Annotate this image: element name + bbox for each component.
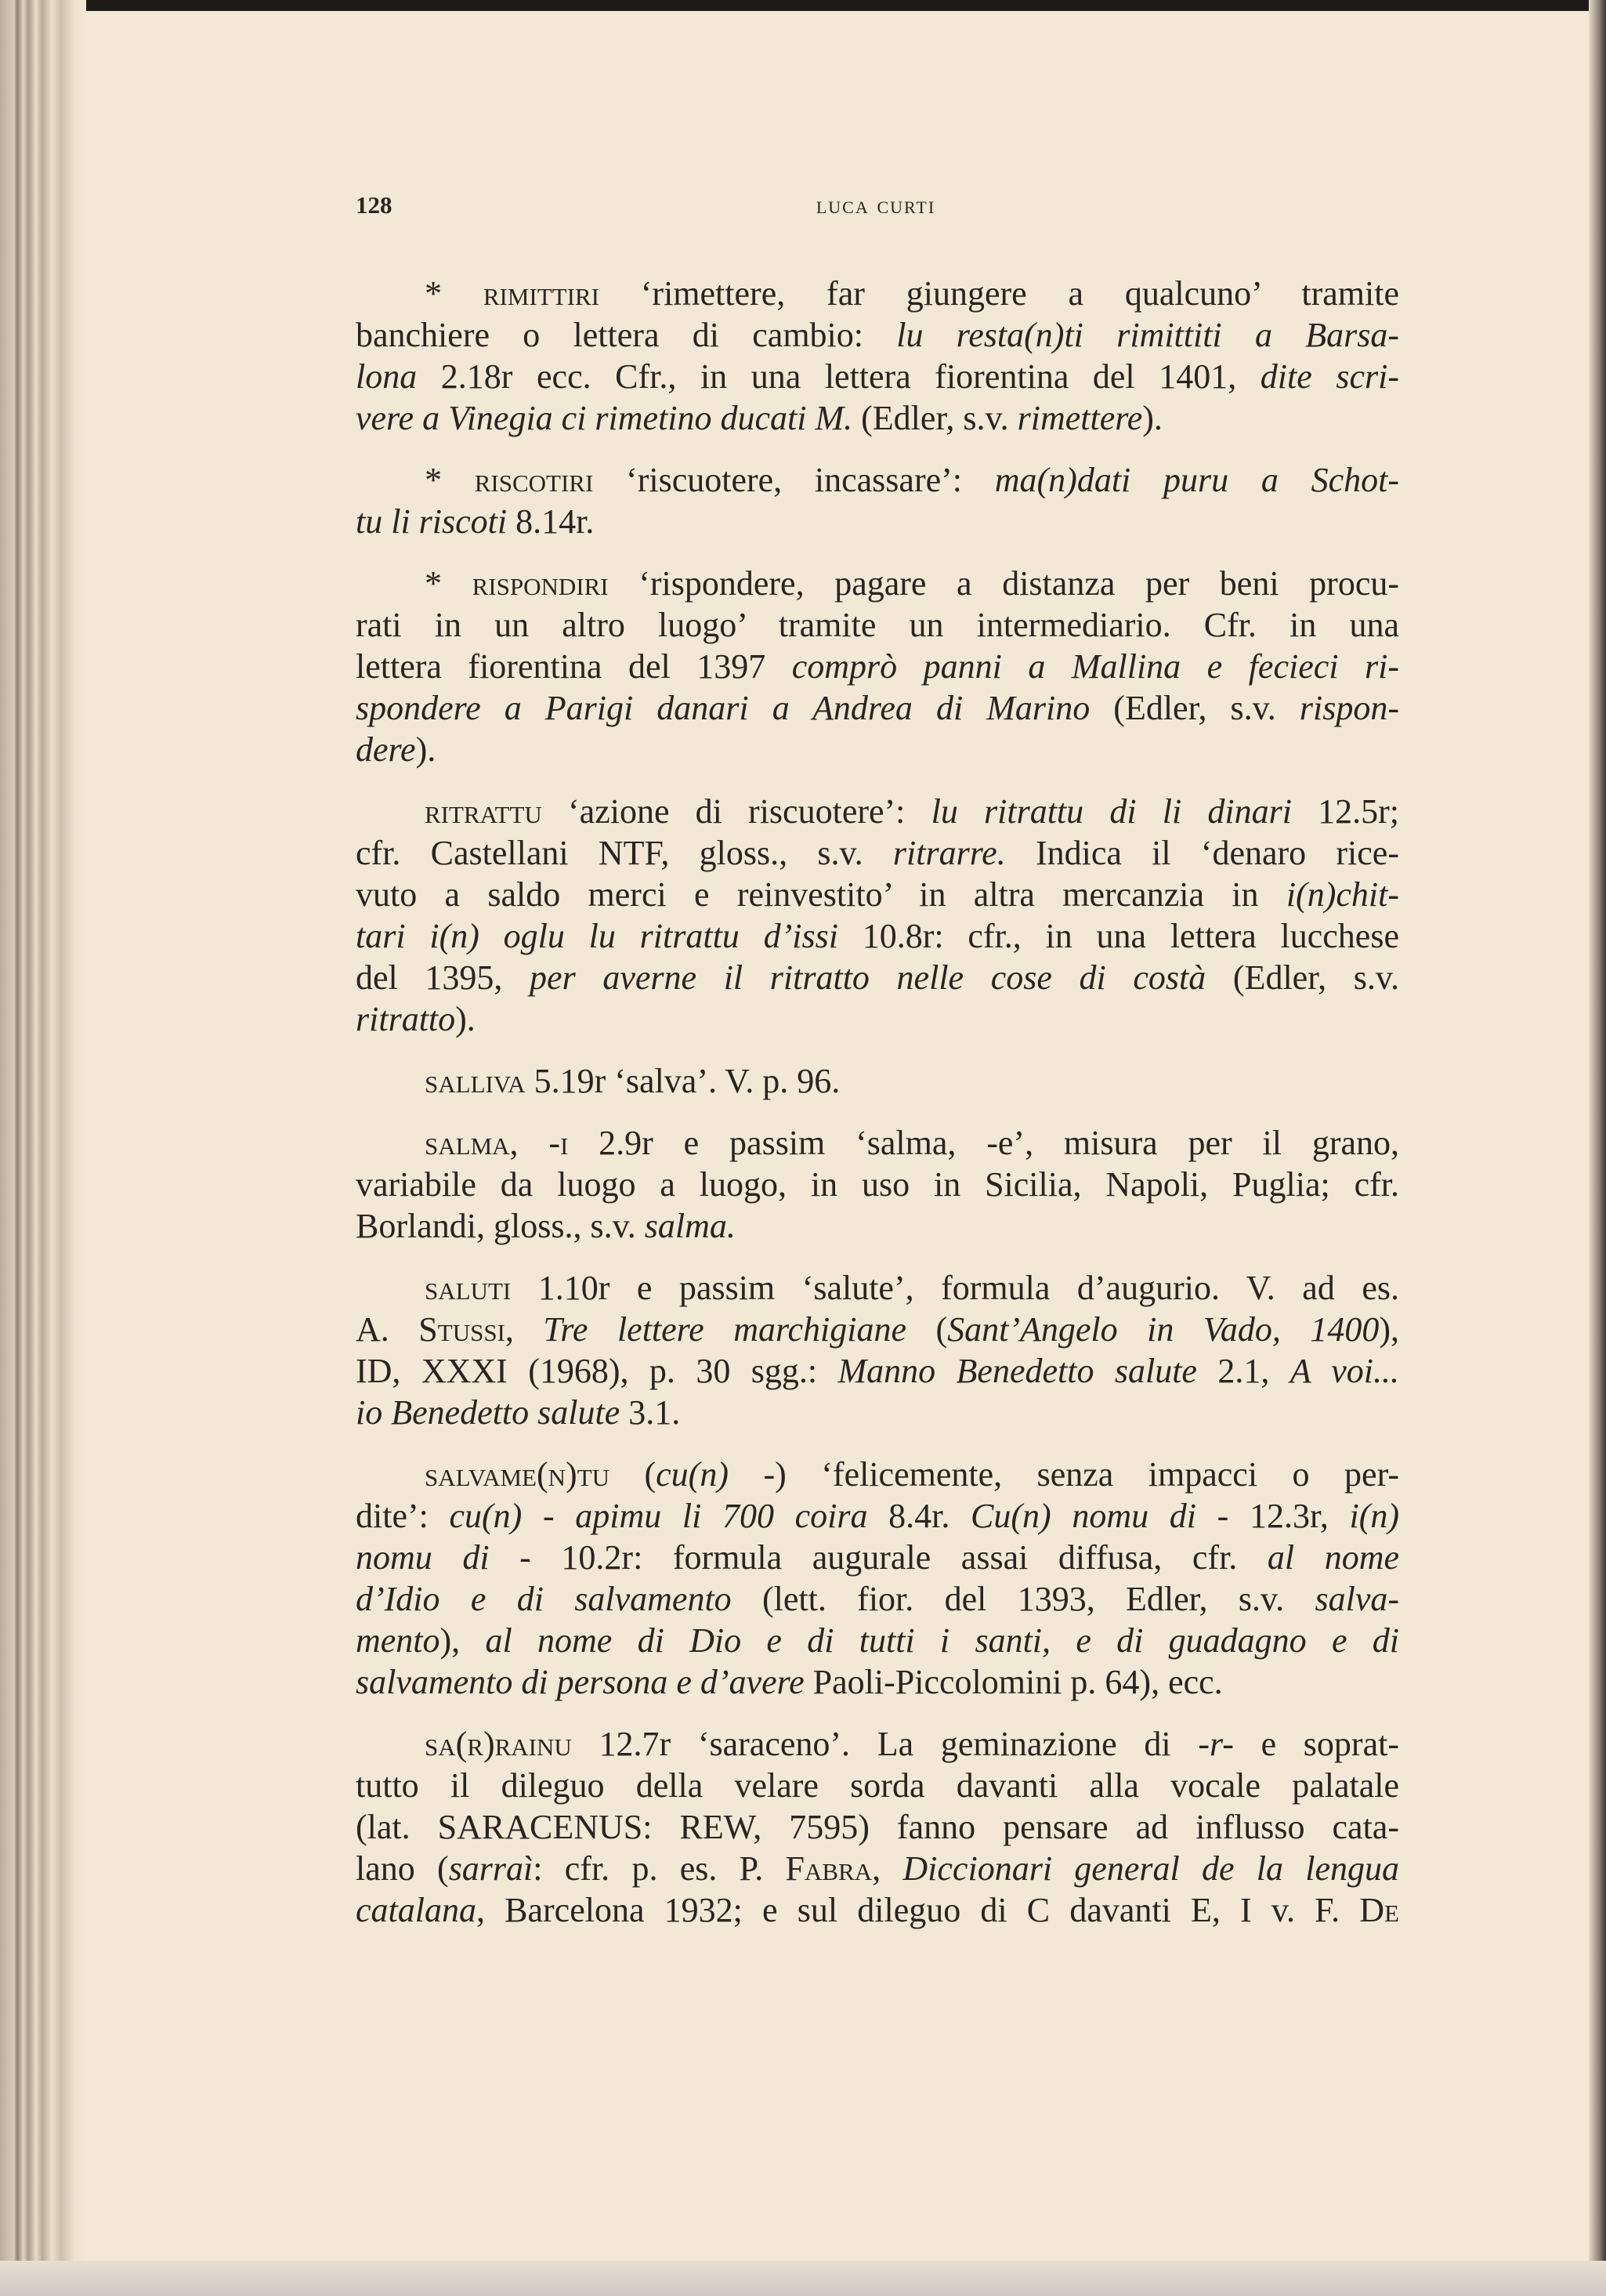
text-run: 1.10r e passim ‘salute’, formula d’augurio. V. ad es. — [511, 1269, 1399, 1307]
headword: -i — [548, 1124, 569, 1162]
italic-citation: mento — [356, 1621, 440, 1660]
scan-right-border — [1589, 0, 1606, 2296]
text-run: 5.19r ‘salva’. V. p. 96. — [525, 1062, 841, 1100]
text-line — [356, 1060, 1399, 1102]
glossary-entry — [356, 1723, 1399, 1931]
text-line — [356, 1806, 1399, 1848]
text-run: 8.4r. — [867, 1497, 971, 1535]
italic-citation: Manno Benedetto salute — [837, 1352, 1197, 1390]
text-line — [356, 1164, 1399, 1205]
headword: ritrattu — [425, 792, 542, 831]
text-line — [356, 1350, 1399, 1392]
italic-citation: rimettere — [1017, 399, 1143, 437]
text-run: ID, XXXI (1968), p. 30 sgg.: — [356, 1352, 838, 1390]
italic-citation: spondere a Parigi danari a Andrea di Marino — [356, 689, 1091, 727]
text-run: -) ‘felicemente, senza impacci o per- — [729, 1455, 1399, 1494]
italic-citation: lu resta(n)ti rimittiti a Barsa- — [896, 316, 1399, 354]
text-line — [356, 1392, 1399, 1433]
scan-bottom-border — [0, 2261, 1606, 2296]
italic-citation: catalana — [356, 1891, 476, 1929]
glossary-text — [356, 273, 1399, 1931]
text-run: ‘azione di riscuotere’: — [541, 792, 931, 831]
headword: saluti — [425, 1269, 512, 1307]
italic-citation: A voi... — [1290, 1352, 1400, 1390]
headword: salliva — [425, 1062, 526, 1100]
italic-citation: vere a Vinegia ci rimetino ducati M. — [356, 399, 853, 437]
glossary-entry — [356, 563, 1399, 770]
text-line — [356, 1848, 1399, 1889]
italic-citation: ritrarre. — [892, 834, 1006, 872]
italic-citation: ma(n)dati puru a Schot- — [994, 461, 1400, 499]
text-run: (Edler, s.v. — [1090, 689, 1300, 727]
italic-citation: salvamento di persona e d’avere — [356, 1663, 805, 1701]
text-run: del 1395, — [356, 958, 530, 997]
text-run: (lat. SARACENUS: REW, 7595) fanno pensare ad influsso cata- — [356, 1808, 1399, 1846]
headword: De — [1359, 1891, 1399, 1929]
text-run: Borlandi, gloss., s.v. — [356, 1207, 645, 1245]
text-line — [356, 957, 1399, 998]
text-run: , — [505, 1310, 544, 1349]
text-run: Indica il ‘denaro rice- — [1005, 834, 1399, 872]
text-line — [356, 1765, 1399, 1806]
page-stack-edge — [0, 0, 86, 2296]
text-line — [356, 687, 1399, 729]
italic-citation: i(n) — [1349, 1497, 1400, 1535]
glossary-entry — [356, 1122, 1399, 1247]
text-run: 2.18r ecc. Cfr., in una lettera fiorentina del 1401, — [417, 357, 1261, 396]
italic-citation: al nome — [1267, 1538, 1400, 1577]
text-run: lettera fiorentina del 1397 — [356, 647, 792, 686]
text-line — [356, 273, 1399, 314]
italic-citation: cu(n) - apimu li 700 coira — [449, 1497, 868, 1535]
text-line — [356, 729, 1399, 770]
italic-citation: Tre lettere marchigiane — [543, 1310, 906, 1349]
text-run: - 10.2r: formula augurale assai diffusa, cfr. — [489, 1538, 1268, 1577]
italic-citation: per averne il ritratto nelle cose di costà — [530, 958, 1206, 997]
text-run: A. — [356, 1310, 419, 1349]
italic-citation: dite scri- — [1260, 357, 1399, 396]
italic-citation: io Benedetto salute — [356, 1393, 620, 1432]
glossary-entry — [356, 459, 1399, 542]
italic-citation: Diccionari general de la lengua — [902, 1849, 1400, 1888]
text-run: (Edler, s.v. — [1206, 958, 1399, 997]
text-run: 12.7r ‘saraceno’. La geminazione di — [571, 1725, 1199, 1763]
text-line — [356, 1267, 1399, 1309]
text-run: * — [425, 274, 483, 313]
text-run: cfr. Castellani NTF, gloss., s.v. — [356, 834, 893, 872]
text-run: dite’: — [356, 1497, 450, 1535]
text-run: * — [425, 461, 475, 499]
text-run: lano ( — [356, 1849, 449, 1888]
text-line — [356, 915, 1399, 957]
text-run: (lett. fior. del 1393, Edler, s.v. — [731, 1580, 1315, 1618]
italic-citation: rispon- — [1299, 689, 1399, 727]
text-run: 3.1. — [620, 1393, 681, 1432]
italic-citation: al nome di Dio e di tutti i santi, e di guadagno e di — [485, 1621, 1399, 1660]
text-line — [356, 874, 1399, 915]
text-run: 2.9r e passim ‘salma, -e’, misura per il grano, — [568, 1124, 1399, 1162]
text-run: ), — [439, 1621, 486, 1660]
italic-citation: lu ritrattu di li dinari — [931, 792, 1292, 831]
text-line — [356, 1537, 1399, 1578]
text-run: vuto a saldo merci e reinvestito’ in altra mercanzia in — [356, 875, 1286, 914]
headword: riscotiri — [474, 461, 594, 499]
text-run: tutto il dileguo della velare sorda davanti alla vocale palatale — [356, 1766, 1399, 1805]
italic-citation: tari i(n) oglu lu ritrattu d’issi — [356, 917, 838, 955]
text-line — [356, 998, 1399, 1040]
text-line — [356, 1122, 1399, 1164]
text-line — [356, 397, 1399, 439]
text-run: Paoli-Piccolomini p. 64), ecc. — [804, 1663, 1223, 1701]
text-line — [356, 1454, 1399, 1495]
text-line — [356, 459, 1399, 501]
text-line — [356, 791, 1399, 832]
headword: Fabra — [785, 1849, 873, 1888]
glossary-entry — [356, 1454, 1399, 1703]
italic-citation: Sant’Angelo in Vado, 1400 — [947, 1310, 1380, 1349]
text-run: 8.14r. — [507, 502, 595, 541]
text-run: 12.5r; — [1291, 792, 1399, 831]
scan-top-border — [0, 0, 1606, 11]
italic-citation: lona — [356, 357, 418, 396]
italic-citation: tu li riscoti — [356, 502, 508, 541]
italic-citation: ritratto — [356, 1000, 456, 1038]
page-number: 128 — [356, 191, 392, 219]
italic-citation: sarraì — [448, 1849, 534, 1888]
text-run: , — [509, 1124, 549, 1162]
text-run: rati in un altro luogo’ tramite un intermediario. Cfr. in una — [356, 606, 1399, 644]
headword: Stussi — [418, 1310, 505, 1349]
italic-citation: salva- — [1315, 1580, 1399, 1618]
text-run: ), — [1379, 1310, 1400, 1349]
text-run: , Barcelona 1932; e sul dileguo di C davanti E, I v. F. — [476, 1891, 1360, 1929]
text-line — [356, 1205, 1399, 1247]
glossary-entry — [356, 791, 1399, 1040]
headword: salvame(n)tu — [425, 1455, 610, 1494]
text-line — [356, 1578, 1399, 1620]
running-head: luca curti — [816, 191, 936, 219]
text-line — [356, 356, 1399, 397]
text-run: ). — [1142, 399, 1163, 437]
italic-citation: i(n)chit- — [1286, 875, 1399, 914]
text-run: 2.1, — [1196, 1352, 1290, 1390]
italic-citation: Cu(n) nomu di — [971, 1497, 1196, 1535]
text-line — [356, 646, 1399, 687]
text-run: , — [872, 1849, 903, 1888]
italic-citation: salma. — [644, 1207, 736, 1245]
italic-citation: comprò panni a Mallina e fecieci ri- — [791, 647, 1399, 686]
headword: rispondiri — [472, 564, 609, 603]
text-line — [356, 1620, 1399, 1661]
text-run: ‘rispondere, pagare a distanza per beni procu- — [608, 564, 1400, 603]
text-run: ). — [415, 730, 436, 769]
headword: sa(r)rainu — [425, 1725, 572, 1763]
text-line — [356, 314, 1399, 356]
text-run: * — [425, 564, 472, 603]
text-run: ‘riscuotere, incassare’: — [593, 461, 995, 499]
text-line — [356, 563, 1399, 604]
text-run: ‘rimettere, far giungere a qualcuno’ tramite — [599, 274, 1399, 313]
text-run: ( — [906, 1310, 948, 1349]
italic-citation: -r- — [1198, 1725, 1234, 1763]
text-run: ( — [609, 1455, 657, 1494]
text-run: : cfr. p. es. P. — [533, 1849, 786, 1888]
text-line — [356, 1889, 1399, 1931]
glossary-entry — [356, 273, 1399, 439]
text-run: - 12.3r, — [1196, 1497, 1350, 1535]
text-line — [356, 1661, 1399, 1703]
text-run: banchiere o lettera di cambio: — [356, 316, 897, 354]
italic-citation: cu(n) — [656, 1455, 729, 1494]
text-line — [356, 1495, 1399, 1537]
text-line — [356, 501, 1399, 542]
text-run: 10.8r: cfr., in una lettera lucchese — [837, 917, 1399, 955]
glossary-entry — [356, 1267, 1399, 1433]
italic-citation: nomu di — [356, 1538, 490, 1577]
italic-citation: dere — [356, 730, 416, 769]
text-line — [356, 1309, 1399, 1350]
text-line — [356, 832, 1399, 874]
text-run: (Edler, s.v. — [852, 399, 1018, 437]
text-line — [356, 604, 1399, 646]
text-line — [356, 1723, 1399, 1765]
italic-citation: d’Idio e di salvamento — [356, 1580, 732, 1618]
headword: salma — [425, 1124, 510, 1162]
text-run: variabile da luogo a luogo, in uso in Sicilia, Napoli, Puglia; cfr. — [356, 1165, 1399, 1204]
text-run: ). — [455, 1000, 476, 1038]
text-run: e soprat- — [1233, 1725, 1399, 1763]
headword: rimittiri — [483, 274, 599, 313]
glossary-entry — [356, 1060, 1399, 1102]
